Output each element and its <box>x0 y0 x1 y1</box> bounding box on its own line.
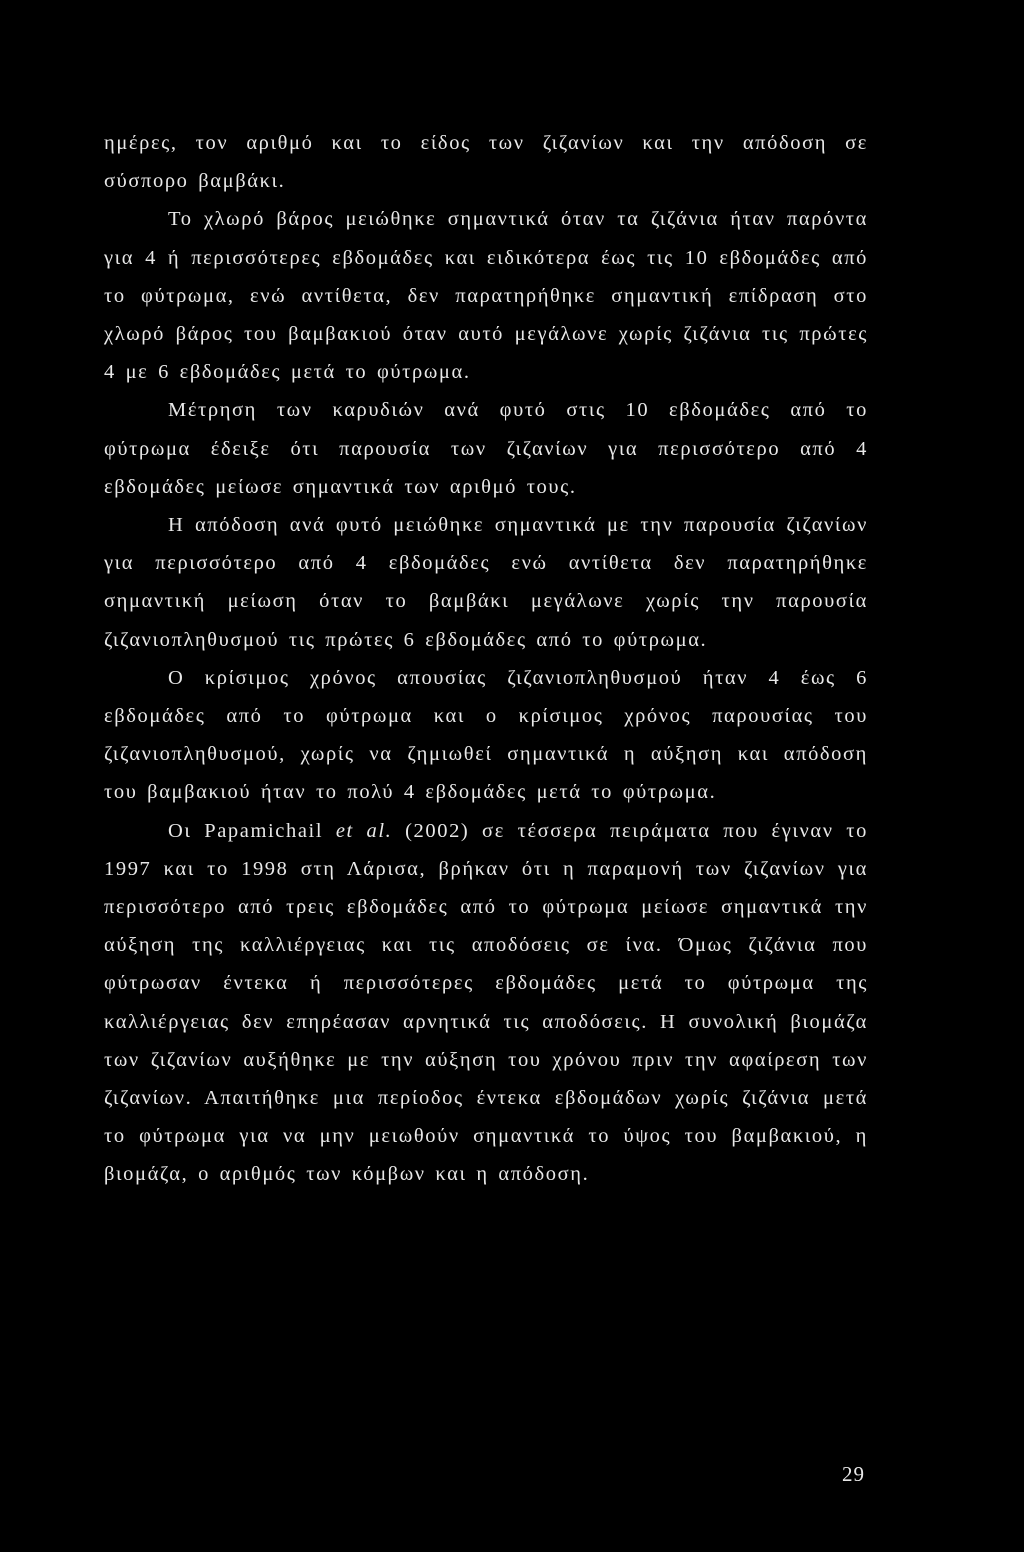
paragraph-papamichail-body: (2002) σε τέσσερα πειράματα που έγιναν το 1997 και το 1998 στη Λάρισα, βρήκαν ότι η παραμονή των ζιζανίων για περισσότερο από τρεις εβδομάδες από το φύτρωμα μείωσε σημαντικά την αύξηση της καλλιέργειας και τις αποδόσεις σε ίνα. Όμως ζιζάνια που φύτρωσαν έντεκα ή περισσότερες εβδομάδες μετά το φύτρωμα της καλλιέργειας δεν επηρέασαν αρνητικά τις αποδόσεις. Η συνολική βιομάζα των ζιζανίων αυξήθηκε με την αύξηση του χρόνου πριν την αφαίρεση των ζιζανίων. Απαιτήθηκε μια περίοδος έντεκα εβδομάδων χωρίς ζιζάνια μετά το φύτρωμα για να μην μειωθούν σημαντικά το ύψος του βαμβακιού, η βιομάζα, ο αριθμός των κόμβων και η απόδοση. <box>104 819 868 1186</box>
paragraph-continuation: ημέρες, τον αριθμό και το είδος των ζιζανίων και την απόδοση σε σύσπορο βαμβάκι. <box>104 132 868 193</box>
paragraph-yield: Η απόδοση ανά φυτό μειώθηκε σημαντικά με την παρουσία ζιζανίων για περισσότερο από 4 εβδομάδες ενώ αντίθετα δεν παρατηρήθηκε σημαντική μείωση όταν το βαμβάκι μεγάλωνε χωρίς την παρουσία ζιζανιοπληθυσμού τις πρώτες 6 εβδομάδες από το φύτρωμα. <box>104 514 868 651</box>
text-column <box>104 124 868 1194</box>
paragraph-fresh-weight: Το χλωρό βάρος μειώθηκε σημαντικά όταν τα ζιζάνια ήταν παρόντα για 4 ή περισσότερες εβδομάδες και ειδικότερα έως τις 10 εβδομάδες από το φύτρωμα, ενώ αντίθετα, δεν παρατηρήθηκε σημαντική επίδραση στο χλωρό βάρος του βαμβακιού όταν αυτό μεγάλωνε χωρίς ζιζάνια τις πρώτες 4 με 6 εβδομάδες μετά το φύτρωμα. <box>104 208 868 384</box>
page-body <box>104 124 868 1194</box>
paragraph-papamichail <box>104 812 868 1194</box>
citation-authors: Οι Papamichail <box>168 819 336 842</box>
citation-et-al: et al. <box>335 819 393 842</box>
page-number: 29 <box>842 1462 865 1486</box>
paragraph-bolls-count: Μέτρηση των καρυδιών ανά φυτό στις 10 εβδομάδες από το φύτρωμα έδειξε ότι παρουσία των ζιζανίων για περισσότερο από 4 εβδομάδες μείωσε σημαντικά των αριθμό τους. <box>104 399 868 498</box>
paragraph-critical-period: Ο κρίσιμος χρόνος απουσίας ζιζανιοπληθυσμού ήταν 4 έως 6 εβδομάδες από το φύτρωμα και ο κρίσιμος χρόνος παρουσίας του ζιζανιοπληθυσμού, χωρίς να ζημιωθεί σημαντικά η αύξηση και απόδοση του βαμβακιού ήταν το πολύ 4 εβδομάδες μετά το φύτρωμα. <box>104 666 868 804</box>
